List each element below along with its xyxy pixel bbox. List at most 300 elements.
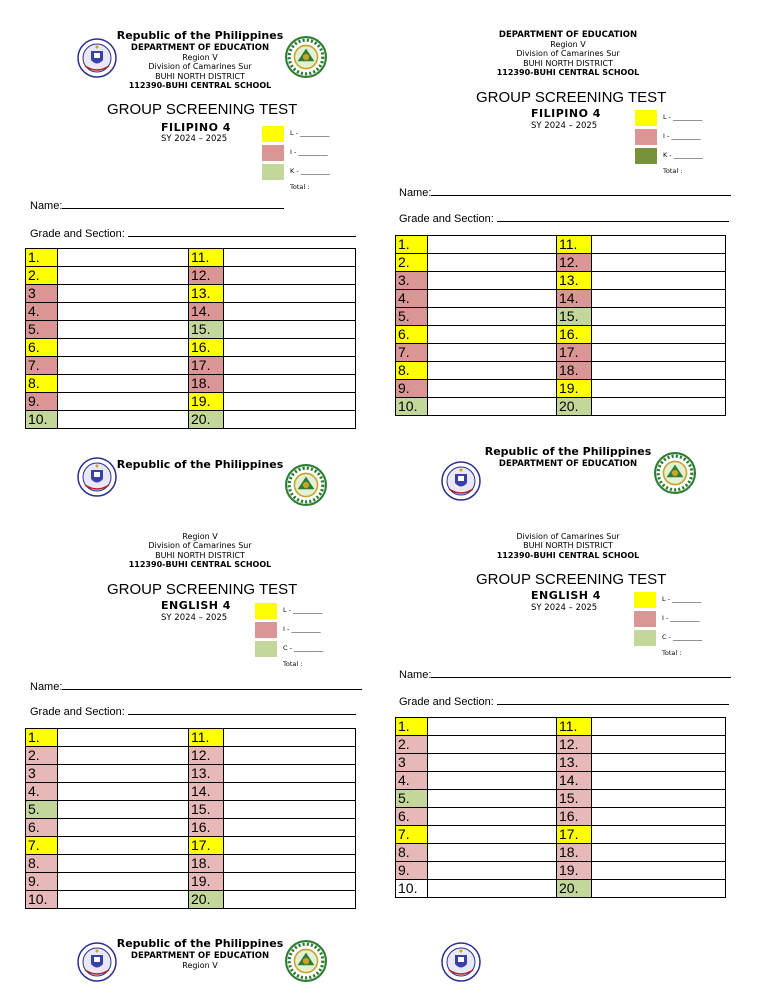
item-number: 4. bbox=[26, 783, 58, 801]
answer-cell[interactable] bbox=[58, 267, 189, 285]
republic-line: Republic of the Philippines bbox=[484, 445, 652, 458]
legend-label: L - _________ bbox=[662, 595, 702, 603]
item-number: 1. bbox=[396, 236, 428, 254]
answer-cell[interactable] bbox=[428, 290, 557, 308]
region-line: Region V bbox=[182, 532, 218, 541]
legend-label: I - _________ bbox=[662, 614, 700, 622]
answer-cell[interactable] bbox=[592, 718, 726, 736]
answer-cell[interactable] bbox=[428, 880, 557, 898]
table-row bbox=[26, 393, 356, 411]
school-header bbox=[110, 532, 290, 570]
answer-cell[interactable] bbox=[428, 862, 557, 880]
legend-total: Total : bbox=[283, 660, 303, 668]
table-row bbox=[396, 308, 726, 326]
item-number: 17. bbox=[557, 344, 592, 362]
region-line: Region V bbox=[182, 960, 218, 970]
item-number: 9. bbox=[26, 393, 58, 411]
item-number: 10. bbox=[396, 398, 428, 416]
table-row bbox=[26, 249, 356, 267]
answer-cell[interactable] bbox=[592, 736, 726, 754]
answer-cell[interactable] bbox=[224, 357, 356, 375]
table-row bbox=[26, 321, 356, 339]
answer-cell[interactable] bbox=[428, 754, 557, 772]
item-number: 9. bbox=[396, 380, 428, 398]
answer-cell[interactable] bbox=[224, 891, 356, 909]
answer-cell[interactable] bbox=[592, 772, 726, 790]
grade-section-field[interactable] bbox=[30, 703, 356, 718]
table-row bbox=[26, 837, 356, 855]
answer-cell[interactable] bbox=[428, 308, 557, 326]
name-field[interactable] bbox=[399, 184, 731, 199]
answer-cell[interactable] bbox=[428, 844, 557, 862]
school-seal-icon bbox=[285, 464, 327, 506]
deped-line: DEPARTMENT OF EDUCATION bbox=[130, 42, 270, 53]
legend-label: K - _________ bbox=[663, 151, 703, 159]
item-number: 19. bbox=[557, 862, 592, 880]
deped-seal-icon bbox=[441, 942, 481, 982]
item-number: 5. bbox=[396, 790, 428, 808]
school-seal-icon bbox=[285, 940, 327, 982]
grade-section-label: Grade and Section: bbox=[30, 228, 125, 240]
legend-label: C - _________ bbox=[283, 644, 324, 652]
table-row bbox=[396, 718, 726, 736]
item-number: 12. bbox=[557, 736, 592, 754]
legend-swatch bbox=[635, 110, 657, 126]
item-number: 18. bbox=[557, 362, 592, 380]
table-row bbox=[396, 790, 726, 808]
item-number: 17. bbox=[557, 826, 592, 844]
legend bbox=[262, 126, 330, 191]
table-row bbox=[396, 380, 726, 398]
item-number: 4. bbox=[396, 290, 428, 308]
item-number: 8. bbox=[26, 855, 58, 873]
answer-cell[interactable] bbox=[58, 783, 189, 801]
answer-cell[interactable] bbox=[592, 254, 726, 272]
legend-total: Total : bbox=[662, 649, 682, 657]
answer-cell[interactable] bbox=[592, 380, 726, 398]
name-label: Name: bbox=[30, 200, 63, 212]
answer-cell[interactable] bbox=[428, 736, 557, 754]
republic-line: Republic of the Philippines bbox=[116, 458, 284, 471]
answer-cell[interactable] bbox=[592, 308, 726, 326]
answer-cell[interactable] bbox=[224, 339, 356, 357]
legend-swatch bbox=[262, 164, 284, 180]
answer-cell[interactable] bbox=[224, 801, 356, 819]
table-row bbox=[26, 855, 356, 873]
school-seal-icon bbox=[654, 452, 696, 494]
answer-cell[interactable] bbox=[224, 819, 356, 837]
item-number: 5. bbox=[26, 801, 58, 819]
table-row bbox=[396, 344, 726, 362]
item-number: 19. bbox=[189, 873, 224, 891]
answer-cell[interactable] bbox=[592, 826, 726, 844]
answer-cell[interactable] bbox=[428, 790, 557, 808]
item-number: 16. bbox=[189, 819, 224, 837]
item-number: 2. bbox=[26, 747, 58, 765]
answer-cell[interactable] bbox=[224, 375, 356, 393]
answer-cell[interactable] bbox=[592, 272, 726, 290]
answer-table bbox=[395, 717, 726, 898]
table-row bbox=[396, 290, 726, 308]
division-line: Division of Camarines Sur bbox=[516, 49, 620, 59]
item-number: 20. bbox=[189, 891, 224, 909]
answer-cell[interactable] bbox=[58, 375, 189, 393]
school-line: 112390-BUHI CENTRAL SCHOOL bbox=[496, 68, 640, 78]
republic-line: Republic of the Philippines bbox=[116, 937, 284, 950]
item-number: 3 bbox=[396, 754, 428, 772]
legend-swatch bbox=[634, 611, 656, 627]
table-row bbox=[26, 303, 356, 321]
school-year: SY 2024 – 2025 bbox=[531, 121, 598, 131]
table-row bbox=[26, 891, 356, 909]
test-title: GROUP SCREENING TEST bbox=[107, 581, 298, 598]
test-title: GROUP SCREENING TEST bbox=[476, 89, 667, 106]
answer-cell[interactable] bbox=[428, 772, 557, 790]
answer-cell[interactable] bbox=[58, 729, 189, 747]
table-row bbox=[26, 357, 356, 375]
item-number: 13. bbox=[189, 765, 224, 783]
answer-cell[interactable] bbox=[592, 344, 726, 362]
school-line: 112390-BUHI CENTRAL SCHOOL bbox=[128, 81, 272, 91]
grade-section-label: Grade and Section: bbox=[30, 706, 125, 718]
answer-cell[interactable] bbox=[58, 801, 189, 819]
item-number: 3 bbox=[26, 285, 58, 303]
item-number: 15. bbox=[557, 308, 592, 326]
answer-cell[interactable] bbox=[58, 837, 189, 855]
answer-cell[interactable] bbox=[224, 303, 356, 321]
answer-table bbox=[25, 728, 356, 909]
item-number: 4. bbox=[26, 303, 58, 321]
item-number: 8. bbox=[396, 362, 428, 380]
legend-swatch bbox=[255, 622, 277, 638]
item-number: 6. bbox=[396, 808, 428, 826]
subject-title: FILIPINO 4 bbox=[161, 121, 231, 134]
item-number: 14. bbox=[189, 303, 224, 321]
grade-section-field[interactable] bbox=[30, 225, 356, 240]
deped-line: DEPARTMENT OF EDUCATION bbox=[130, 950, 270, 961]
name-label: Name: bbox=[399, 187, 432, 199]
answer-cell[interactable] bbox=[224, 873, 356, 891]
item-number: 10. bbox=[26, 891, 58, 909]
item-number: 3. bbox=[396, 272, 428, 290]
table-row bbox=[396, 862, 726, 880]
grade-section-label: Grade and Section: bbox=[399, 696, 494, 708]
table-row bbox=[396, 880, 726, 898]
division-line: Division of Camarines Sur bbox=[148, 541, 252, 551]
item-number: 3 bbox=[26, 765, 58, 783]
test-title: GROUP SCREENING TEST bbox=[476, 571, 667, 588]
table-row bbox=[396, 772, 726, 790]
name-field[interactable] bbox=[399, 666, 731, 681]
answer-cell[interactable] bbox=[224, 729, 356, 747]
item-number: 20. bbox=[557, 398, 592, 416]
item-number: 8. bbox=[396, 844, 428, 862]
answer-cell[interactable] bbox=[592, 844, 726, 862]
answer-cell[interactable] bbox=[58, 819, 189, 837]
answer-cell[interactable] bbox=[58, 357, 189, 375]
item-number: 2. bbox=[396, 254, 428, 272]
test-title: GROUP SCREENING TEST bbox=[107, 101, 298, 118]
school-header bbox=[478, 532, 658, 560]
district-line: BUHI NORTH DISTRICT bbox=[155, 71, 245, 81]
item-number: 10. bbox=[396, 880, 428, 898]
table-row bbox=[396, 362, 726, 380]
table-row bbox=[396, 754, 726, 772]
grade-section-field[interactable] bbox=[399, 693, 729, 708]
answer-cell[interactable] bbox=[58, 285, 189, 303]
table-row bbox=[26, 411, 356, 429]
region-line: Region V bbox=[182, 52, 218, 62]
answer-cell[interactable] bbox=[224, 837, 356, 855]
item-number: 12. bbox=[189, 267, 224, 285]
school-seal-icon bbox=[285, 36, 327, 78]
item-number: 11. bbox=[557, 718, 592, 736]
item-number: 11. bbox=[189, 249, 224, 267]
legend bbox=[255, 603, 324, 668]
table-row bbox=[396, 808, 726, 826]
item-number: 14. bbox=[557, 772, 592, 790]
table-row bbox=[26, 339, 356, 357]
school-header bbox=[110, 459, 290, 472]
legend-total: Total : bbox=[290, 183, 310, 191]
item-number: 4. bbox=[396, 772, 428, 790]
grade-section-label: Grade and Section: bbox=[399, 213, 494, 225]
legend-label: L - _________ bbox=[283, 606, 323, 614]
item-number: 12. bbox=[557, 254, 592, 272]
item-number: 5. bbox=[396, 308, 428, 326]
answer-cell[interactable] bbox=[592, 754, 726, 772]
item-number: 8. bbox=[26, 375, 58, 393]
legend-label: C - _________ bbox=[662, 633, 703, 641]
table-row bbox=[26, 285, 356, 303]
item-number: 13. bbox=[189, 285, 224, 303]
district-line: BUHI NORTH DISTRICT bbox=[155, 550, 245, 560]
answer-cell[interactable] bbox=[58, 747, 189, 765]
answer-cell[interactable] bbox=[58, 339, 189, 357]
answer-cell[interactable] bbox=[428, 344, 557, 362]
item-number: 6. bbox=[396, 326, 428, 344]
answer-table bbox=[395, 235, 726, 416]
district-line: BUHI NORTH DISTRICT bbox=[523, 541, 613, 551]
answer-cell[interactable] bbox=[224, 747, 356, 765]
item-number: 18. bbox=[189, 375, 224, 393]
answer-cell[interactable] bbox=[58, 249, 189, 267]
subject-title: ENGLISH 4 bbox=[531, 589, 601, 602]
table-row bbox=[396, 236, 726, 254]
item-number: 7. bbox=[396, 826, 428, 844]
table-row bbox=[396, 844, 726, 862]
item-number: 16. bbox=[557, 326, 592, 344]
school-year: SY 2024 – 2025 bbox=[161, 134, 228, 144]
item-number: 1. bbox=[26, 249, 58, 267]
answer-cell[interactable] bbox=[428, 362, 557, 380]
school-year: SY 2024 – 2025 bbox=[531, 603, 598, 613]
answer-cell[interactable] bbox=[224, 249, 356, 267]
item-number: 2. bbox=[396, 736, 428, 754]
legend-swatch bbox=[255, 641, 277, 657]
district-line: BUHI NORTH DISTRICT bbox=[523, 58, 613, 68]
table-row bbox=[26, 783, 356, 801]
answer-cell[interactable] bbox=[592, 290, 726, 308]
table-row bbox=[396, 326, 726, 344]
item-number: 12. bbox=[189, 747, 224, 765]
item-number: 1. bbox=[26, 729, 58, 747]
item-number: 16. bbox=[557, 808, 592, 826]
subject-title: FILIPINO 4 bbox=[531, 107, 601, 120]
item-number: 14. bbox=[557, 290, 592, 308]
item-number: 5. bbox=[26, 321, 58, 339]
answer-cell[interactable] bbox=[58, 873, 189, 891]
item-number: 6. bbox=[26, 819, 58, 837]
item-number: 2. bbox=[26, 267, 58, 285]
answer-cell[interactable] bbox=[224, 855, 356, 873]
item-number: 17. bbox=[189, 837, 224, 855]
table-row bbox=[396, 254, 726, 272]
deped-line: DEPARTMENT OF EDUCATION bbox=[498, 458, 638, 469]
answer-cell[interactable] bbox=[428, 380, 557, 398]
answer-cell[interactable] bbox=[224, 285, 356, 303]
answer-cell[interactable] bbox=[592, 808, 726, 826]
table-row bbox=[26, 267, 356, 285]
answer-cell[interactable] bbox=[592, 362, 726, 380]
answer-cell[interactable] bbox=[592, 880, 726, 898]
item-number: 15. bbox=[189, 321, 224, 339]
item-number: 14. bbox=[189, 783, 224, 801]
table-row bbox=[396, 826, 726, 844]
answer-cell[interactable] bbox=[428, 718, 557, 736]
answer-cell[interactable] bbox=[592, 398, 726, 416]
republic-line: Republic of the Philippines bbox=[116, 29, 284, 42]
school-header bbox=[110, 30, 290, 91]
answer-cell[interactable] bbox=[58, 891, 189, 909]
answer-cell[interactable] bbox=[224, 267, 356, 285]
item-number: 7. bbox=[26, 837, 58, 855]
legend-swatch bbox=[635, 148, 657, 164]
answer-cell[interactable] bbox=[58, 411, 189, 429]
legend-label: I - _________ bbox=[283, 625, 321, 633]
school-header bbox=[478, 446, 658, 469]
deped-seal-icon bbox=[441, 461, 481, 501]
answer-cell[interactable] bbox=[58, 765, 189, 783]
item-number: 13. bbox=[557, 754, 592, 772]
legend-swatch bbox=[635, 129, 657, 145]
answer-cell[interactable] bbox=[224, 765, 356, 783]
item-number: 6. bbox=[26, 339, 58, 357]
item-number: 20. bbox=[189, 411, 224, 429]
item-number: 1. bbox=[396, 718, 428, 736]
answer-cell[interactable] bbox=[428, 236, 557, 254]
region-line: Region V bbox=[550, 40, 586, 50]
item-number: 7. bbox=[396, 344, 428, 362]
table-row bbox=[396, 398, 726, 416]
answer-cell[interactable] bbox=[58, 855, 189, 873]
item-number: 20. bbox=[557, 880, 592, 898]
legend-label: K - _________ bbox=[290, 167, 330, 175]
subject-title: ENGLISH 4 bbox=[161, 599, 231, 612]
item-number: 19. bbox=[189, 393, 224, 411]
legend bbox=[634, 592, 703, 657]
name-field[interactable] bbox=[30, 678, 362, 693]
school-line: 112390-BUHI CENTRAL SCHOOL bbox=[128, 560, 272, 570]
item-number: 11. bbox=[189, 729, 224, 747]
answer-cell[interactable] bbox=[428, 326, 557, 344]
legend bbox=[635, 110, 703, 175]
name-label: Name: bbox=[399, 669, 432, 681]
answer-cell[interactable] bbox=[592, 326, 726, 344]
table-row bbox=[26, 729, 356, 747]
table-row bbox=[396, 272, 726, 290]
deped-line: DEPARTMENT OF EDUCATION bbox=[498, 30, 638, 40]
legend-label: L - _________ bbox=[290, 129, 330, 137]
answer-cell[interactable] bbox=[224, 321, 356, 339]
legend-swatch bbox=[262, 145, 284, 161]
table-row bbox=[396, 736, 726, 754]
answer-cell[interactable] bbox=[592, 236, 726, 254]
item-number: 7. bbox=[26, 357, 58, 375]
answer-cell[interactable] bbox=[428, 272, 557, 290]
item-number: 17. bbox=[189, 357, 224, 375]
answer-cell[interactable] bbox=[428, 254, 557, 272]
answer-cell[interactable] bbox=[428, 398, 557, 416]
answer-table bbox=[25, 248, 356, 429]
legend-label: I - _________ bbox=[663, 132, 701, 140]
table-row bbox=[26, 801, 356, 819]
item-number: 13. bbox=[557, 272, 592, 290]
legend-label: L - _________ bbox=[663, 113, 703, 121]
item-number: 9. bbox=[26, 873, 58, 891]
school-header bbox=[110, 938, 290, 970]
legend-swatch bbox=[262, 126, 284, 142]
table-row bbox=[26, 873, 356, 891]
answer-cell[interactable] bbox=[58, 303, 189, 321]
school-line: 112390-BUHI CENTRAL SCHOOL bbox=[496, 550, 640, 560]
division-line: Division of Camarines Sur bbox=[516, 532, 620, 541]
legend-label: I - _________ bbox=[290, 148, 328, 156]
answer-cell[interactable] bbox=[428, 826, 557, 844]
item-number: 10. bbox=[26, 411, 58, 429]
item-number: 19. bbox=[557, 380, 592, 398]
school-header bbox=[478, 30, 658, 78]
legend-total: Total : bbox=[663, 167, 683, 175]
table-row bbox=[26, 819, 356, 837]
division-line: Division of Camarines Sur bbox=[148, 62, 252, 72]
answer-cell[interactable] bbox=[592, 862, 726, 880]
item-number: 18. bbox=[189, 855, 224, 873]
table-row bbox=[26, 765, 356, 783]
item-number: 11. bbox=[557, 236, 592, 254]
legend-swatch bbox=[634, 630, 656, 646]
legend-swatch bbox=[634, 592, 656, 608]
name-label: Name: bbox=[30, 681, 63, 693]
answer-cell[interactable] bbox=[224, 393, 356, 411]
legend-swatch bbox=[255, 603, 277, 619]
school-year: SY 2024 – 2025 bbox=[161, 613, 228, 623]
table-row bbox=[26, 375, 356, 393]
answer-cell[interactable] bbox=[224, 783, 356, 801]
answer-cell[interactable] bbox=[58, 393, 189, 411]
item-number: 16. bbox=[189, 339, 224, 357]
item-number: 18. bbox=[557, 844, 592, 862]
item-number: 15. bbox=[189, 801, 224, 819]
answer-cell[interactable] bbox=[224, 411, 356, 429]
grade-section-field[interactable] bbox=[399, 210, 729, 225]
answer-cell[interactable] bbox=[428, 808, 557, 826]
table-row bbox=[26, 747, 356, 765]
answer-cell[interactable] bbox=[58, 321, 189, 339]
answer-cell[interactable] bbox=[592, 790, 726, 808]
name-field[interactable] bbox=[30, 197, 284, 212]
item-number: 9. bbox=[396, 862, 428, 880]
